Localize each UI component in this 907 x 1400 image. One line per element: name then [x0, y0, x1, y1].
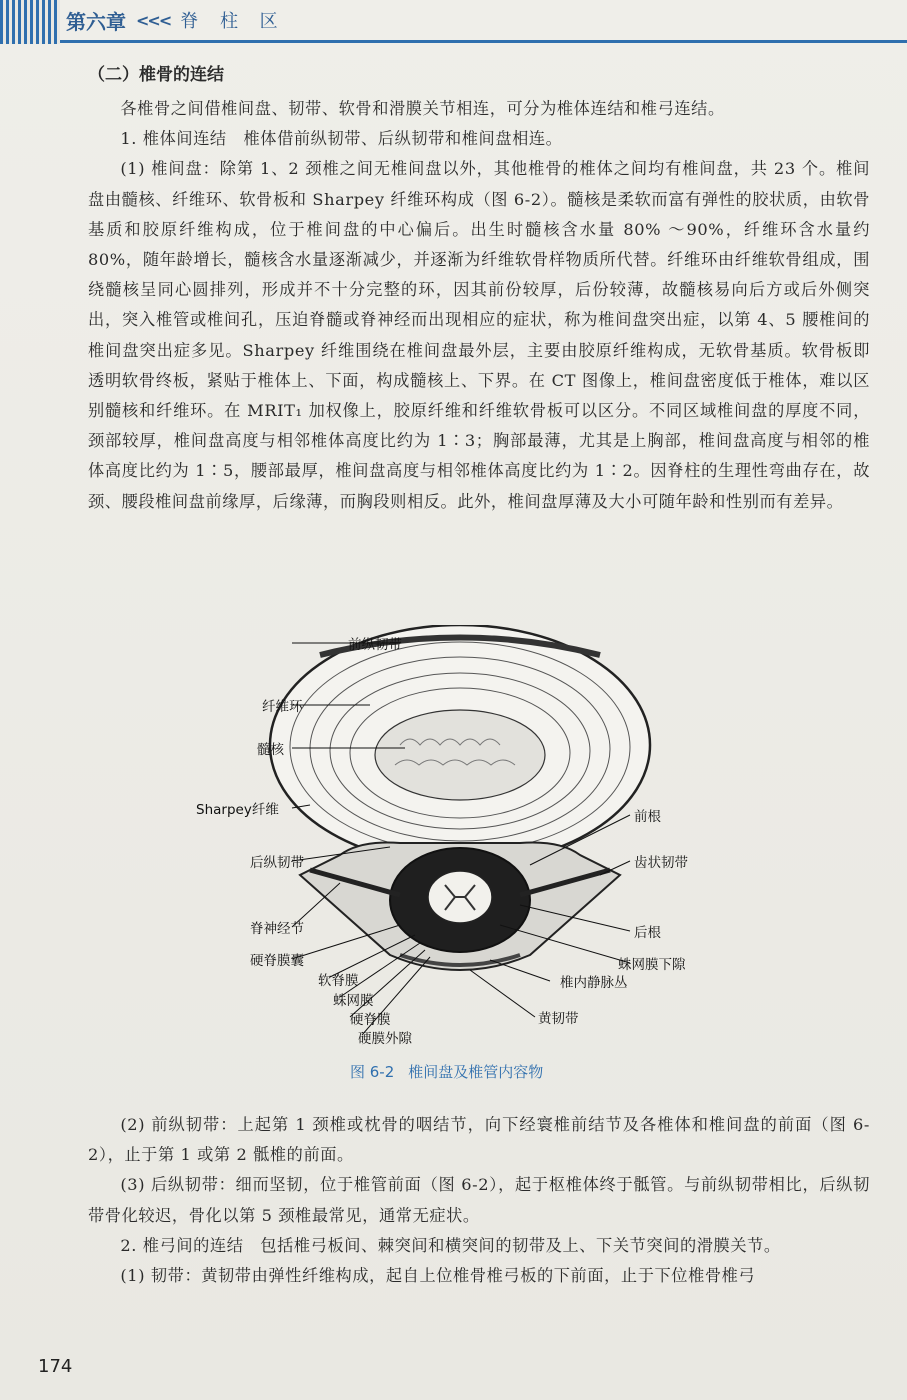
label-dura-mater: 硬脊膜 — [350, 1012, 391, 1028]
chapter-label: 第六章 — [66, 9, 126, 34]
caption-text: 椎间盘及椎管内容物 — [408, 1063, 544, 1081]
paragraph: (2) 前纵韧带：上起第 1 颈椎或枕骨的咽结节，向下经寰椎前结节及各椎体和椎间盘的前面（图 6-2），止于第 1 或第 2 骶椎的前面。 — [88, 1115, 870, 1165]
label-anterior-longitudinal-ligament: 前纵韧带 — [348, 637, 402, 653]
label-ligamentum-flavum: 黄韧带 — [538, 1011, 579, 1027]
paragraph: 各椎骨之间借椎间盘、韧带、软骨和滑膜关节相连，可分为椎体连结和椎弓连结。 — [120, 99, 725, 118]
figure-6-2 — [196, 625, 720, 1075]
paragraph: 2. 椎弓间的连结 包括椎弓板间、棘突间和横突间的韧带及上、下关节突间的滑膜关节。 — [120, 1235, 781, 1255]
label-sharpey-fibers: Sharpey纤维 — [196, 802, 279, 818]
label-posterior-root: 后根 — [634, 925, 661, 941]
lower-text-block — [88, 1110, 870, 1291]
label-annulus-fibrosus: 纤维环 — [262, 699, 303, 715]
chevron-arrows-icon: <<< — [136, 10, 171, 30]
header-title-group — [66, 4, 286, 36]
label-arachnoid: 蛛网膜 — [333, 993, 374, 1009]
caption-number: 图 6-2 — [350, 1063, 395, 1081]
label-anterior-root: 前根 — [634, 809, 661, 825]
label-posterior-longitudinal-ligament: 后纵韧带 — [250, 855, 304, 871]
label-internal-venous-plexus: 椎内静脉丛 — [560, 975, 628, 991]
intervertebral-disc-illustration — [200, 625, 720, 1055]
leader-line — [470, 970, 535, 1017]
label-epidural-space: 硬膜外隙 — [358, 1031, 412, 1047]
figure-caption — [350, 1061, 557, 1082]
label-nucleus-pulposus: 髓核 — [257, 742, 284, 758]
header-stripe-decoration — [0, 0, 60, 44]
label-denticulate-ligament: 齿状韧带 — [634, 855, 688, 871]
chapter-title: 脊 柱 区 — [180, 11, 286, 32]
leader-line — [490, 960, 550, 981]
label-pia-mater: 软脊膜 — [318, 973, 359, 989]
upper-text-block — [88, 60, 870, 517]
paragraph: 1. 椎体间连结 椎体借前纵韧带、后纵韧带和椎间盘相连。 — [120, 129, 563, 149]
running-header — [0, 0, 907, 44]
section-heading: （二）椎骨的连结 — [88, 65, 224, 85]
label-subarachnoid-space: 蛛网膜下隙 — [618, 957, 686, 973]
paragraph: (1) 椎间盘：除第 1、2 颈椎之间无椎间盘以外，其他椎骨的椎体之间均有椎间盘，共 23 个。椎间盘由髓核、纤维环、软骨板和 Sharpey 纤维环构成（图 6-2）。髓核是柔软而富有弹性的胶状质，由软骨基质和胶原纤维构成，位于椎间盘的中心偏后。出生时髓核含水量 80% ～90%，纤维环含水量约 80%，随年龄增长，髓核含水量逐渐减少，并逐渐为纤维软骨样物质所代替。纤维环由纤维软骨组成，围绕髓核呈同心圆排列，形成并不十分完整的环，因其前份较厚，后份较薄，故髓核易向后方或后外侧突出，突入椎管或椎间孔，压迫脊髓或脊神经而出现相应的症状，称为椎间盘突出症，以第 4、5 腰椎间的椎间盘突出症多见。Sharpey 纤维围绕在椎间盘最外层，主要由胶原纤维构成，无软骨基质。软骨板即透明软骨终板，紧贴于椎体上、下面，构成髓核上、下界。在 CT 图像上，椎间盘密度低于椎体，难以区别髓核和纤维环。在 MRIT₁ 加权像上，胶原纤维和纤维软骨板可以区分。不同区域椎间盘的厚度不同，颈部较厚，椎间盘高度与相邻椎体高度比约为 1∶3；胸部最薄，尤其是上胸部，椎间盘高度与相邻的椎体高度比约为 1∶5，腰部最厚，椎间盘高度与相邻椎体高度比约为 1∶2。因脊柱的生理性弯曲存在，故颈、腰段椎间盘前缘厚，后缘薄，而胸段则相反。此外，椎间盘厚薄及大小可随年龄和性别而有差异。 — [88, 159, 870, 511]
nucleus-pulposus — [375, 710, 545, 800]
label-spinal-ganglion: 脊神经节 — [250, 921, 304, 937]
paragraph: (3) 后纵韧带：细而坚韧，位于椎管前面（图 6-2），起于枢椎体终于骶管。与前纵韧带相比，后纵韧带骨化较迟，骨化以第 5 颈椎最常见，通常无症状。 — [88, 1175, 870, 1225]
header-rule — [60, 40, 907, 43]
label-dural-sac: 硬脊膜囊 — [250, 953, 304, 969]
paragraph: (1) 韧带：黄韧带由弹性纤维构成，起自上位椎骨椎弓板的下前面，止于下位椎骨椎弓 — [120, 1266, 756, 1286]
page-number: 174 — [38, 1356, 73, 1377]
